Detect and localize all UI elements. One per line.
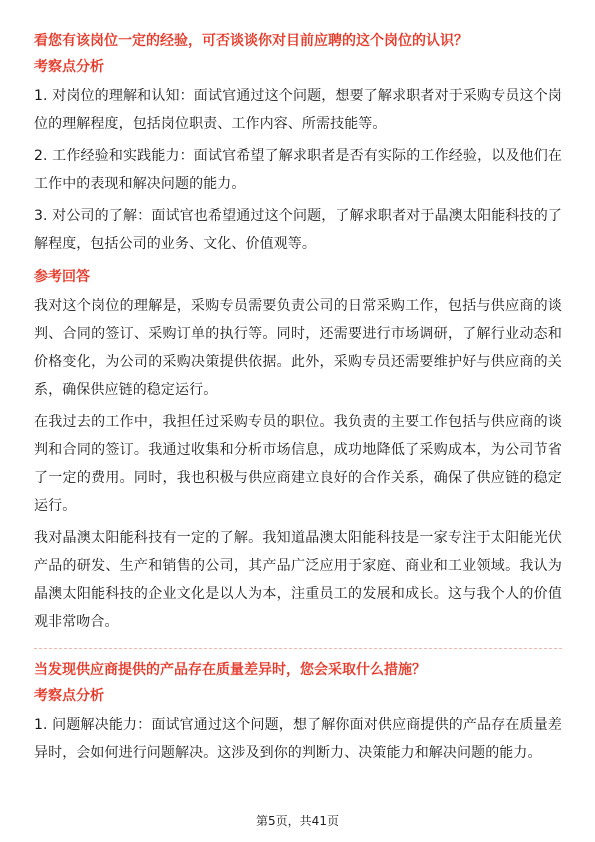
qa-section-1 — [34, 30, 562, 636]
answer-paragraph: 我对这个岗位的理解是，采购专员需要负责公司的日常采购工作，包括与供应商的谈判、合同的签订、采购订单的执行等。同时，还需要进行市场调研，了解行业动态和价格变化，为公司的采购决策提供依据。此外，采购专员还需要维护好与供应商的关系，确保供应链的稳定运行。 — [34, 298, 562, 398]
section-divider — [34, 648, 562, 649]
qa-section-2 — [34, 659, 562, 767]
analysis-item: 3. 对公司的了解：面试官也希望通过这个问题，了解求职者对于晶澳太阳能科技的了解程度，包括公司的业务、文化、价值观等。 — [34, 208, 562, 252]
analysis-item: 1. 问题解决能力：面试官通过这个问题，想了解你面对供应商提供的产品存在质量差异时，会如何进行问题解决。这涉及到你的判断力、决策能力和解决问题的能力。 — [34, 717, 562, 761]
analysis-item: 2. 工作经验和实践能力：面试官希望了解求职者是否有实际的工作经验，以及他们在工作中的表现和解决问题的能力。 — [34, 148, 562, 192]
question-title: 看您有该岗位一定的经验，可否谈谈你对目前应聘的这个岗位的认识？ — [34, 33, 468, 49]
analysis-heading: 考察点分析 — [34, 688, 104, 704]
analysis-item: 1. 对岗位的理解和认知：面试官通过这个问题，想要了解求职者对于采购专员这个岗位的理解程度，包括岗位职责、工作内容、所需技能等。 — [34, 88, 562, 132]
answer-paragraph: 在我过去的工作中，我担任过采购专员的职位。我负责的主要工作包括与供应商的谈判和合同的签订。我通过收集和分析市场信息，成功地降低了采购成本，为公司节省了一定的费用。同时，我也积极与供应商建立良好的合作关系，确保了供应链的稳定运行。 — [34, 414, 562, 514]
answer-heading: 参考回答 — [34, 269, 90, 285]
analysis-heading: 考察点分析 — [34, 59, 104, 75]
question-title: 当发现供应商提供的产品存在质量差异时，您会采取什么措施？ — [34, 662, 426, 678]
answer-paragraph: 我对晶澳太阳能科技有一定的了解。我知道晶澳太阳能科技是一家专注于太阳能光伏产品的研发、生产和销售的公司，其产品广泛应用于家庭、商业和工业领域。我认为晶澳太阳能科技的企业文化是以人为本，注重员工的发展和成长。这与我个人的价值观非常吻合。 — [34, 530, 562, 630]
page-number: 第5页，共41页 — [256, 814, 339, 828]
document-page — [34, 30, 562, 767]
